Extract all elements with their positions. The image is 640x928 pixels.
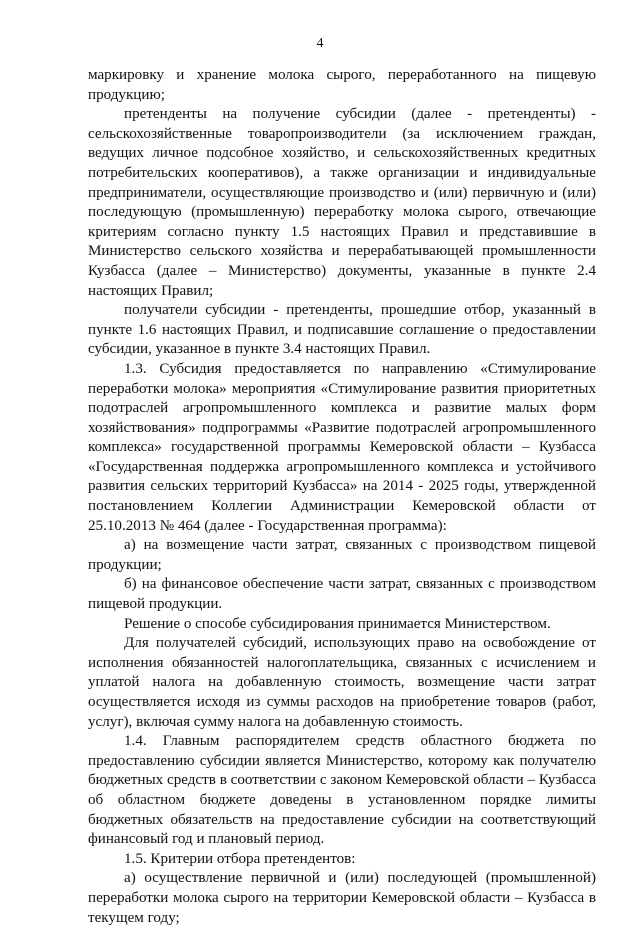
paragraph-1-4: 1.4. Главным распорядителем средств областного бюджета по предоставлению субсидии является Министерство, которому как получателю бюджетных средств в соответствии с законом Кемеровской области – Кузбасса об областном бюджете доведены в установленном порядке лимиты бюджетных обязательств на предоставление субсидии на соответствующий финансовый год и плановый период. xyxy=(88,733,596,848)
paragraph-recipients-definition: получатели субсидии - претенденты, прошедшие отбор, указанный в пункте 1.6 настоящих Правил, и подписавшие соглашение о предоставлении субсидии, указанное в пункте 3.4 настоящих Правил. xyxy=(88,302,596,358)
paragraph-1-5: 1.5. Критерии отбора претендентов: xyxy=(124,850,356,867)
paragraph-1-3: 1.3. Субсидия предоставляется по направлению «Стимулирование переработки молока» мероприятия «Стимулирование развития приоритетных подотраслей агропромышленного комплекса и развитие малых форм хозяйствования» подпрограммы «Развитие подотраслей агропромышленного комплекса» государственной программы Кемеровской области – Кузбасса «Государственная поддержка агропромышленного комплекса и устойчивого развития сельских территорий Кузбасса» на 2014 - 2025 годы, утвержденной постановлением Коллегии Администрации Кемеровской области от 25.10.2013 № 464 (далее - Государственная программа): xyxy=(88,360,596,534)
page-number: 4 xyxy=(316,36,324,51)
paragraph-applicants-definition: претенденты на получение субсидии (далее - претенденты) - сельскохозяйственные товаропроизводители (за исключением граждан, ведущих личное подсобное хозяйство, и сельскохозяйственных кредитных потребительских кооперативов), а также организации и индивидуальные предприниматели, осуществляющие производство и (или) первичную и (или) последующую (промышленную) переработку молока сырого, отвечающие критериям согласно пункту 1.5 настоящих Правил и представившие в Министерство сельского хозяйства и перерабатывающей промышленности Кузбасса (далее – Министерство) документы, указанные в пункте 2.4 настоящих Правил; xyxy=(88,106,596,299)
document-body xyxy=(88,66,596,928)
paragraph-1-5-a: а) осуществление первичной и (или) последующей (промышленной) переработки молока сырого на территории Кемеровской области – Кузбасса в текущем году; xyxy=(88,870,596,926)
paragraph-decision: Решение о способе субсидирования принимается Министерством. xyxy=(124,615,551,632)
paragraph-vat-exemption: Для получателей субсидий, использующих право на освобождение от исполнения обязанностей налогоплательщика, связанных с исчислением и уплатой налога на добавленную стоимость, возмещение части затрат осуществляется исходя из суммы расходов на приобретение товаров (работ, услуг), включая сумму налога на добавленную стоимость. xyxy=(88,635,596,730)
paragraph-1-3-b: б) на финансовое обеспечение части затрат, связанных с производством пищевой продукции. xyxy=(88,576,596,613)
paragraph-marking: маркировку и хранение молока сырого, переработанного на пищевую продукцию; xyxy=(88,67,596,103)
paragraph-1-3-a: а) на возмещение части затрат, связанных с производством пищевой продукции; xyxy=(88,537,596,573)
